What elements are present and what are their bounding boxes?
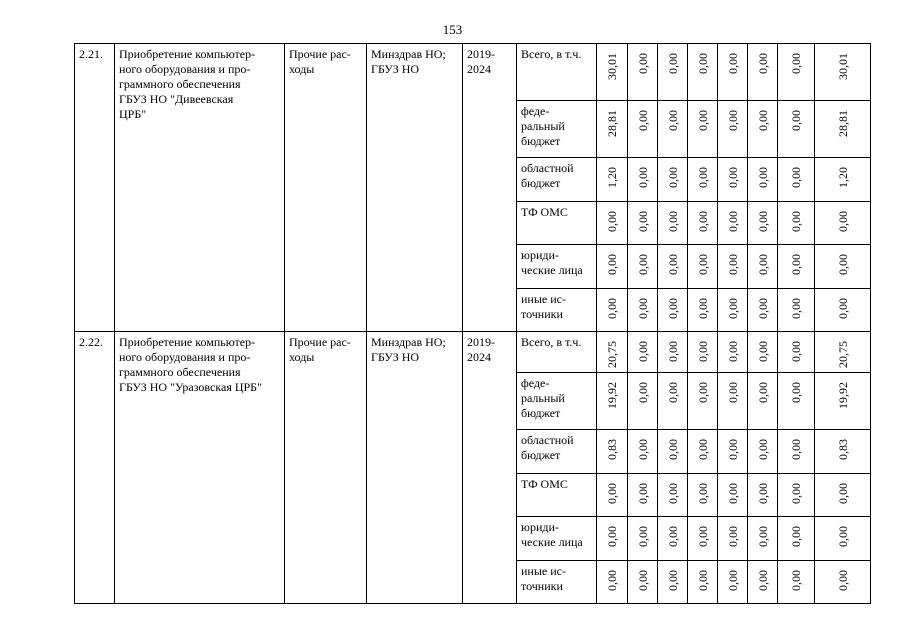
amount-value: 0,00 [789,167,803,188]
amount-value: 0,00 [665,382,680,403]
amount-value: 19,92 [605,382,619,409]
year-value-cell [718,332,748,373]
amount-value: 0,00 [665,341,680,362]
amount-value: 0,00 [755,298,770,319]
year-value-cell [718,430,748,474]
year-value-cell [628,44,658,101]
amount-value: 0,00 [635,298,650,319]
total-value-cell [815,373,871,430]
amount-value: 0,00 [755,110,770,131]
total-value-cell [815,158,871,202]
year-value-cell [628,101,658,158]
year-value-cell [778,373,815,430]
amount-value: 0,00 [695,167,710,188]
amount-value: 0,00 [755,439,770,460]
period: 2019- 2024 [467,335,495,364]
total-value-cell [815,332,871,373]
amount-value: 0,00 [725,110,740,131]
year-value-cell [658,289,688,332]
amount-value: 0,00 [695,341,710,362]
amount-value: 0,00 [755,483,770,504]
amount-value: 30,01 [835,53,850,80]
amount-value: 20,75 [605,341,619,368]
page-number: 153 [442,22,463,37]
year-value-cell [748,517,778,561]
funding-source-cell [517,373,597,430]
funding-source: юриди- ческие лица [521,248,583,277]
table-body [75,44,871,604]
amount-value: 28,81 [605,110,619,137]
amount-value: 0,00 [755,526,770,547]
amount-value: 0,00 [665,167,680,188]
amount-value: 0,83 [835,439,850,460]
amount-value: 0,00 [789,483,803,504]
year-value-cell [778,245,815,289]
year-value-cell [748,474,778,517]
year-value-cell [628,373,658,430]
item-name: Приобретение компьютер- ного оборудования и про- граммного обеспечения ГБУЗ НО "Дивеевская ЦРБ" [119,47,256,121]
amount-value: 0,00 [635,570,650,591]
year-value-cell [748,561,778,604]
funding-source: иные ис- точники [521,292,566,321]
year-value-cell [688,561,718,604]
year-value-cell [597,158,628,202]
amount-value: 0,00 [725,53,740,74]
amount-value: 0,00 [725,382,740,403]
period-cell [463,44,517,332]
year-value-cell [688,332,718,373]
amount-value: 0,00 [635,483,650,504]
year-value-cell [658,332,688,373]
year-value-cell [778,517,815,561]
budget-table [74,43,871,604]
funding-source-cell [517,202,597,245]
amount-value: 0,00 [695,254,710,275]
year-value-cell [718,517,748,561]
amount-value: 0,00 [635,167,650,188]
funding-source-cell [517,561,597,604]
amount-value: 0,00 [695,298,710,319]
amount-value: 0,00 [789,211,803,232]
amount-value: 0,00 [695,382,710,403]
amount-value: 0,00 [695,526,710,547]
amount-value: 0,00 [665,570,680,591]
executor-cell [367,44,463,332]
year-value-cell [597,430,628,474]
amount-value: 0,00 [755,570,770,591]
year-value-cell [778,430,815,474]
total-value-cell [815,245,871,289]
amount-value: 0,83 [605,439,619,460]
year-value-cell [628,332,658,373]
year-value-cell [597,373,628,430]
amount-value: 0,00 [789,526,803,547]
year-value-cell [597,101,628,158]
year-value-cell [628,517,658,561]
year-value-cell [778,474,815,517]
year-value-cell [688,101,718,158]
executor: Минздрав НО; ГБУЗ НО [371,47,446,76]
year-value-cell [778,289,815,332]
funding-source: юриди- ческие лица [521,520,583,549]
amount-value: 0,00 [605,211,619,232]
table-row [75,44,871,101]
amount-value: 0,00 [605,254,619,275]
funding-source: иные ис- точники [521,564,566,593]
year-value-cell [688,245,718,289]
amount-value: 28,81 [835,110,850,137]
amount-value: 0,00 [635,341,650,362]
amount-value: 0,00 [835,483,850,504]
year-value-cell [688,202,718,245]
year-value-cell [748,101,778,158]
year-value-cell [658,101,688,158]
funding-source: Всего, в т.ч. [521,335,582,349]
year-value-cell [748,373,778,430]
year-value-cell [778,44,815,101]
amount-value: 0,00 [835,254,850,275]
amount-value: 0,00 [725,439,740,460]
year-value-cell [718,101,748,158]
amount-value: 0,00 [635,526,650,547]
amount-value: 0,00 [725,526,740,547]
amount-value: 0,00 [695,211,710,232]
year-value-cell [628,202,658,245]
amount-value: 1,20 [835,167,850,188]
amount-value: 0,00 [665,53,680,74]
amount-value: 0,00 [835,211,850,232]
year-value-cell [658,373,688,430]
amount-value: 0,00 [635,382,650,403]
funding-source-cell [517,101,597,158]
funding-source-cell [517,474,597,517]
amount-value: 0,00 [755,211,770,232]
funding-source-cell [517,245,597,289]
amount-value: 0,00 [789,254,803,275]
amount-value: 0,00 [635,254,650,275]
table-row [75,332,871,373]
amount-value: 0,00 [635,211,650,232]
total-value-cell [815,430,871,474]
amount-value: 0,00 [789,382,803,403]
year-value-cell [688,373,718,430]
amount-value: 0,00 [789,110,803,131]
executor-cell [367,332,463,604]
year-value-cell [628,158,658,202]
year-value-cell [688,158,718,202]
funding-source-cell [517,44,597,101]
period-cell [463,332,517,604]
year-value-cell [688,517,718,561]
year-value-cell [748,289,778,332]
amount-value: 0,00 [755,53,770,74]
total-value-cell [815,44,871,101]
year-value-cell [688,430,718,474]
funding-source: Всего, в т.ч. [521,47,582,61]
year-value-cell [658,44,688,101]
funding-source-cell [517,332,597,373]
funding-source: ТФ ОМС [521,477,568,491]
total-value-cell [815,561,871,604]
year-value-cell [718,289,748,332]
year-value-cell [597,561,628,604]
item-name-cell [115,44,285,332]
row-number-cell [75,44,115,332]
year-value-cell [628,561,658,604]
year-value-cell [658,517,688,561]
amount-value: 0,00 [635,439,650,460]
year-value-cell [688,44,718,101]
amount-value: 0,00 [665,483,680,504]
expense-type-cell [285,44,367,332]
amount-value: 0,00 [605,483,619,504]
year-value-cell [778,561,815,604]
row-number: 2.21. [79,47,103,61]
amount-value: 0,00 [755,382,770,403]
amount-value: 0,00 [835,298,850,319]
year-value-cell [718,561,748,604]
year-value-cell [597,332,628,373]
amount-value: 0,00 [789,570,803,591]
total-value-cell [815,517,871,561]
amount-value: 0,00 [605,298,619,319]
amount-value: 19,92 [835,382,850,409]
funding-source: ТФ ОМС [521,205,568,219]
year-value-cell [688,289,718,332]
amount-value: 0,00 [605,526,619,547]
year-value-cell [597,245,628,289]
year-value-cell [718,474,748,517]
amount-value: 0,00 [635,53,650,74]
amount-value: 0,00 [835,570,850,591]
year-value-cell [628,289,658,332]
amount-value: 0,00 [665,254,680,275]
amount-value: 0,00 [789,439,803,460]
amount-value: 0,00 [695,439,710,460]
amount-value: 0,00 [665,110,680,131]
year-value-cell [597,517,628,561]
year-value-cell [658,430,688,474]
year-value-cell [718,245,748,289]
year-value-cell [748,44,778,101]
amount-value: 0,00 [835,526,850,547]
total-value-cell [815,202,871,245]
amount-value: 0,00 [665,211,680,232]
amount-value: 0,00 [725,483,740,504]
year-value-cell [778,202,815,245]
amount-value: 0,00 [755,341,770,362]
year-value-cell [597,44,628,101]
year-value-cell [688,474,718,517]
amount-value: 0,00 [755,254,770,275]
year-value-cell [628,430,658,474]
item-name: Приобретение компьютер- ного оборудования и про- граммного обеспечения ГБУЗ НО "Уразовская ЦРБ" [119,335,262,394]
amount-value: 0,00 [695,483,710,504]
year-value-cell [658,245,688,289]
amount-value: 0,00 [725,254,740,275]
year-value-cell [748,245,778,289]
year-value-cell [748,332,778,373]
year-value-cell [597,202,628,245]
amount-value: 0,00 [665,298,680,319]
total-value-cell [815,289,871,332]
amount-value: 20,75 [835,341,850,368]
amount-value: 0,00 [635,110,650,131]
total-value-cell [815,101,871,158]
amount-value: 0,00 [665,526,680,547]
year-value-cell [718,202,748,245]
amount-value: 0,00 [695,53,710,74]
amount-value: 0,00 [789,298,803,319]
year-value-cell [658,202,688,245]
amount-value: 0,00 [605,570,619,591]
year-value-cell [718,158,748,202]
expense-type: Прочие рас- ходы [289,47,351,76]
year-value-cell [628,474,658,517]
total-value-cell [815,474,871,517]
row-number: 2.22. [79,335,103,349]
year-value-cell [748,202,778,245]
funding-source: областной бюджет [521,161,574,190]
amount-value: 0,00 [789,341,803,362]
year-value-cell [658,158,688,202]
year-value-cell [658,561,688,604]
amount-value: 0,00 [725,211,740,232]
row-number-cell [75,332,115,604]
funding-source-cell [517,289,597,332]
item-name-cell [115,332,285,604]
amount-value: 0,00 [695,570,710,591]
funding-source-cell [517,517,597,561]
funding-source: феде- ральный бюджет [521,376,565,420]
amount-value: 0,00 [725,570,740,591]
amount-value: 0,00 [695,110,710,131]
amount-value: 1,20 [605,167,619,188]
year-value-cell [778,158,815,202]
expense-type: Прочие рас- ходы [289,335,351,364]
year-value-cell [748,158,778,202]
amount-value: 0,00 [755,167,770,188]
year-value-cell [778,332,815,373]
expense-type-cell [285,332,367,604]
year-value-cell [628,245,658,289]
executor: Минздрав НО; ГБУЗ НО [371,335,446,364]
funding-source-cell [517,158,597,202]
year-value-cell [748,430,778,474]
amount-value: 0,00 [725,341,740,362]
funding-source-cell [517,430,597,474]
funding-source: феде- ральный бюджет [521,104,565,148]
amount-value: 0,00 [789,53,803,74]
amount-value: 0,00 [665,439,680,460]
year-value-cell [778,101,815,158]
funding-source: областной бюджет [521,433,574,462]
year-value-cell [718,373,748,430]
amount-value: 30,01 [605,53,619,80]
period: 2019- 2024 [467,47,495,76]
year-value-cell [718,44,748,101]
year-value-cell [597,474,628,517]
amount-value: 0,00 [725,167,740,188]
amount-value: 0,00 [725,298,740,319]
year-value-cell [658,474,688,517]
year-value-cell [597,289,628,332]
